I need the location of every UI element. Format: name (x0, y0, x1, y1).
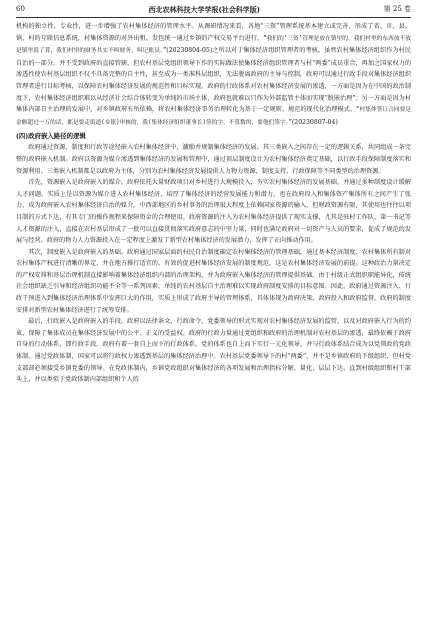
volume-label: 第 25 卷 (383, 5, 411, 13)
page-number: 60 (16, 5, 25, 13)
section-heading: (四)政府嵌入路径的逻辑 (16, 132, 86, 141)
paragraph: 其次，制度嵌入是政府嵌入的基础。政府通过国家层面的村民自治制度确定农村集体经济的管理基础，通过基本经济制度、农村集体所有制对农村集体产权进行清晰的界定，并在地方推行适宜的、有效的促进村集体经济发展的制度规范，这是农村集体经济发展的前提。这种政治力量决定的产权安排和基层治理机制直接影响着集体经济组织内部的治理架构，并为政府嵌入集体经济的管理提供基础。由于村级正式组织职能异化，传统社会组织缺乏引导和经济组织功能不全等一系列因素，单纯的农村基层自主治理难以实现政府制度安排的目标意图。因此，政府通过资源注入、行政干预进入到集体经济治理体系中发挥巨大的作用，实质上形成了政府主导的管理体系，具体体现为政府决策、政府投入和政府监督，政府的制度安排对新型农村集体经济进行了统筹安排。 (16, 248, 411, 314)
running-header (16, 5, 411, 18)
paragraph-continued (16, 21, 411, 129)
paragraph-text: 机构的独立性、专业性，进一步增强了农村集体经济的管理水平。从调研情况来看，各地“三资”管理系统基本建立或完善，形成了省、市、县、镇、村的互联信息系统，村集体资源的对外出租、发包统一通过乡镇的产权交易平台进行。 (16, 23, 411, 42)
paragraph: 政府通过资源、制度和行政等途径嵌入农村集体经济中，激励并规制集体经济的发展。其三类嵌入之间存在一定的逻辑关系，共同组成一条完整的政府嵌入机制。政府以资源为媒介渗透到集体经济的发展和管理中，通过顶层制度设计为农村集体经济奠定基础，以行政手段保障制度落实和资源利用。三类嵌入机制都是以政府为主体，分别为农村集体经济发展提供人力物力资源、制度支持、行政保障等不同类型的治理资源。 (16, 144, 411, 175)
journal-title: 西北农林科技大学学报(社会科学版) (148, 5, 261, 14)
interview-quote: “村集体签订合同要是金额超过一万的话，都是要走街道(乡镇)审核的，我(集体经济组织董事长)签的字，不算数的，要他们签字。” (16, 107, 411, 126)
interview-code: (20230807-04) (291, 118, 338, 126)
paragraph: 最后，行政嵌入是政府嵌入的手段。政府以法律条文、行政命令、党委领导的形式实现对农村集体经济发展的监管，以及对政府嵌入行为的约束，保障了集体成员在集体经济发展中的公平、正义的受益权。政府的行政力量通过党组织和政府的治理机制对农村基层的渗透，最终依赖于政府自身的行动体系，即行政手段。政府有着一套自上而下的行政体系，党的体系也自上而下实行一元化领导，并与行政体系结合成为以党领政的党政体制。通过党政体制，国家可以将行政权力渗透到基层的集体经济治理中。农村基层党委领导下的村“两委”，并不是乡镇政府的下级组织，但村党支部却必须接受乡镇党委的领导。在党政体制内，乡镇党政组织对集体经济的各项发展和治理指标分解、量化，层层下达，直到村级组织和村干部头上，并以类似于党政体制内部组织和个人的 (16, 318, 411, 384)
article-body (16, 21, 411, 386)
interview-quote: “我们的‘三资’管理是放在镇里的，我们村里的东西放不放是镇里说了算，我们村里的财务其实不叫财务，叫记账员。” (16, 35, 411, 55)
paragraph-text: (20230804-05)之所以对于集体经济组织管理者的考核。虽然农村集体经济组织作为村民自治的一部分，并不受到政府的直接管辖，但农村基层党组织领导下作的实际做法使集体经济组织管理者与村“两委”成员重合，再加之国家权力的渗透性使农村基层组织不仅不具备完整的自主性，甚至成为一类准科层组织，无法脱离政府的主导与控制，政府可以通过行政手段对集体经济组织管理者进行目标考核，以保障农村集体经济发展的规范性和目标实现。政府的行政体系对农村集体经济发展的渗透，一方面是因为在中国的政治制度下，农村集体经济组织难以从经济社会综合体转变为单纯的市场主体，政府也就难以只作为外部监管主体而实现“脱嵌治理”；另一方面是因为村集体内部自主治理的发展中，对乡镇政府有所依赖，将农村集体经济事务治理转化为基于一定规则、规范的现代化治理模式。 (16, 47, 411, 114)
paragraph: 首先，资源嵌入是政府嵌入的媒介。政府依托大量财政项目对乡村进行大规模投入，夯实农村集体经济的发展基础，并通过多种制度设计缓解人才问题。实质上是以资源为媒介进入农村集体经济，培厚了集体经济的经营发展能力和潜力，也在政府投入和集体资产集体所有之间产生了张力，成为政府嵌入农村集体经济自治的媒介。中西部地区的乡村事务的治理很大程度上依赖国家资源的输入，但财政资源有限，其使用也往往以项目制的方式下达，有其专门的操作规程来保障资金的合理使用。政府资源的注入为农村集体经济提供了现实支撑，尤其是驻村工作队、第一书记等人才资源的注入，直接在农村基层形成了一批可以直接贯彻落实政府意志的中坚力量，同时也满足政府对一切资产与人员的要求，促成了规范的发展与经营。政府的物力人力资源投入在一定程度上激发了新型农村集体经济的发展潜力，发挥了正向推动作用。 (16, 179, 411, 245)
